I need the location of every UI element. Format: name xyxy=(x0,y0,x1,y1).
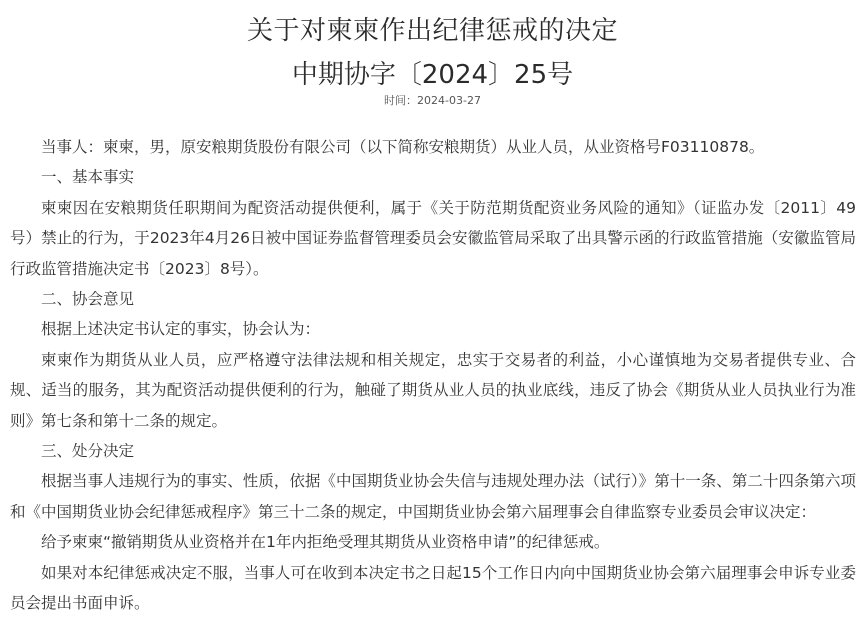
publish-time: 时间：2024-03-27 xyxy=(384,94,481,107)
section-heading-decision: 三、处分决定 xyxy=(41,442,135,461)
association-opinion-paragraph: 柬柬作为期货从业人员，应严格遵守法律法规和相关规定，忠实于交易者的利益，小心谨慎地为交易者提供专业、合规、适当的服务，其为配资活动提供便利的行为，触碰了期货从业人员的执业底线，违反了协会《期货从业人员执业行为准则》第七条和第十二条的规定。 xyxy=(10,350,856,430)
section-heading-basic-facts: 一、基本事实 xyxy=(41,168,135,187)
decision-basis-paragraph: 根据当事人违规行为的事实、性质，依据《中国期货业协会失信与违规处理办法（试行）》第十一条、第二十四条第六项和《中国期货业协会纪律惩戒程序》第三十二条的规定，中国期货业协会第六届理事会自律监察专业委员会审议决定： xyxy=(10,472,856,521)
association-opinion-intro: 根据上述决定书认定的事实，协会认为： xyxy=(41,320,321,339)
decision-paragraph: 给予柬柬“撤销期货从业资格并在1年内拒绝受理其期货从业资格申请”的纪律惩戒。 xyxy=(41,533,610,552)
document-number: 中期协字〔2024〕25号 xyxy=(291,60,574,90)
document-title: 关于对柬柬作出纪律惩戒的决定 xyxy=(246,16,618,46)
basic-facts-paragraph: 柬柬因在安粮期货任职期间为配资活动提供便利，属于《关于防范期货配资业务风险的通知》（证监办发〔2011〕49号）禁止的行为，于2023年4月26日被中国证券监督管理委员会安徽监管局采取了出具警示函的行政监管措施（安徽监管局行政监管措施决定书〔2023〕8号）。 xyxy=(10,198,856,278)
party-paragraph: 当事人：柬柬，男，原安粮期货股份有限公司（以下简称安粮期货）从业人员，从业资格号F03110878。 xyxy=(41,138,765,156)
document-header xyxy=(0,0,865,108)
appeal-paragraph: 如果对本纪律惩戒决定不服，当事人可在收到本决定书之日起15个工作日内向中国期货业协会第六届理事会申诉专业委员会提出书面申诉。 xyxy=(10,563,856,613)
document-body xyxy=(10,132,856,619)
section-heading-association-opinion: 二、协会意见 xyxy=(41,290,135,309)
